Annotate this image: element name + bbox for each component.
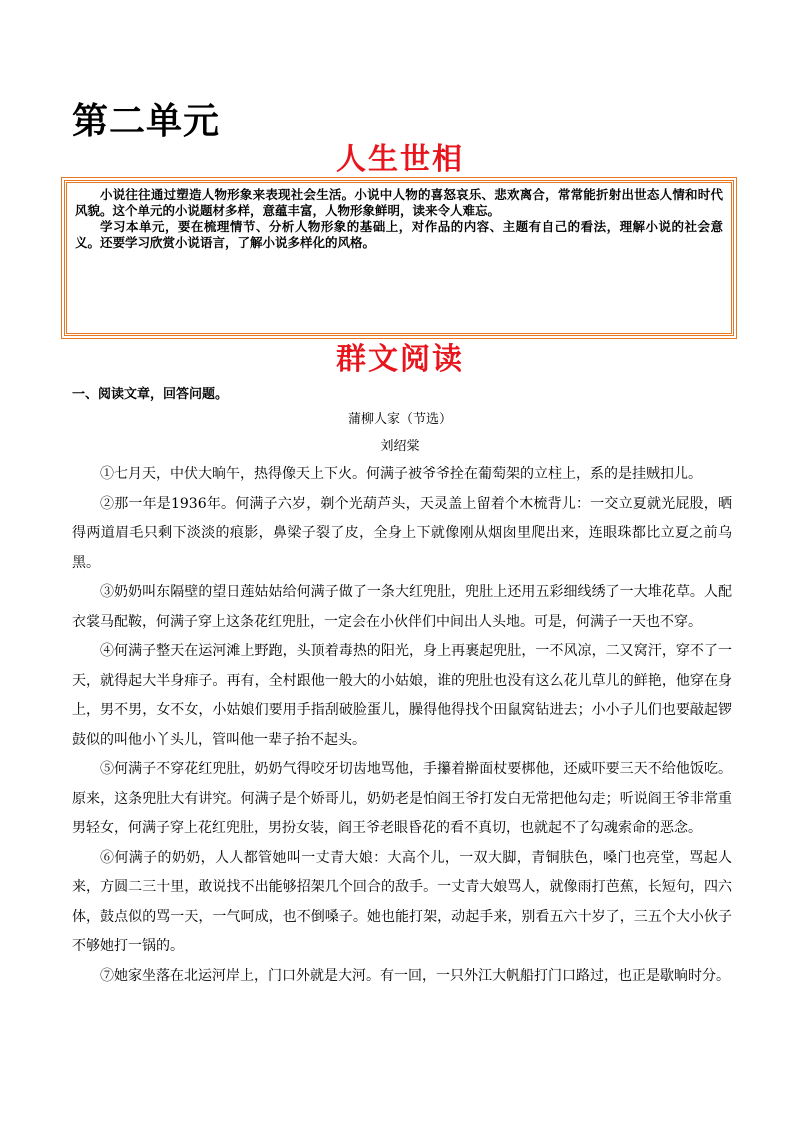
article-paragraph: ⑦她家坐落在北运河岸上，门口外就是大河。有一回，一只外江大帆船打门口路过，也正是歇晌时分。 — [100, 967, 730, 984]
article-paragraph: ④何满子整天在运河滩上野跑，头顶着毒热的阳光，身上再裹起兜肚，一不风凉，二又窝汗，穿不了一天，就得起大半身痱子。再有，全村跟他一般大的小姑娘，谁的兜肚也没有这么花儿草儿的鲜艳，他穿在身上，男不男，女不女，小姑娘们要用手指刮破脸蛋儿，臊得他得找个田鼠窝钻进去；小小子儿们也要敲起锣鼓似的叫他小丫头儿，管叫他一辈子抬不起头。 — [72, 643, 732, 748]
article-paragraph: ②那一年是1936年。何满子六岁，剃个光葫芦头，天灵盖上留着个木梳背儿：一交立夏就光屁股，晒得两道眉毛只剩下淡淡的痕影，鼻梁子裂了皮，全身上下就像刚从烟囱里爬出来，连眼珠都比立夏之前乌黑。 — [72, 495, 732, 571]
unit-title: 第二单元 — [72, 101, 221, 142]
section-heading: 群文阅读 — [336, 342, 464, 377]
theme-heading: 人生世相 — [336, 142, 464, 177]
article-paragraph: ⑤何满子不穿花红兜肚，奶奶气得咬牙切齿地骂他，手攥着擀面杖要梆他，还威吓要三天不给他饭吃。原来，这条兜肚大有讲究。何满子是个娇哥儿，奶奶老是怕阎王爷打发白无常把他勾走；听说阎王爷非常重男轻女，何满子穿上花红兜肚，男扮女装，阎王爷老眼昏花的看不真切，也就起不了勾魂索命的恶念。 — [72, 761, 732, 836]
article-author: 刘绍棠 — [380, 439, 420, 454]
intro-box — [64, 180, 734, 336]
article-title: 蒲柳人家（节选） — [347, 412, 452, 427]
article-paragraph: ⑥何满子的奶奶，人人都管她叫一丈青大娘：大高个儿，一双大脚，青铜肤色，嗓门也亮堂，骂起人来，方圆二三十里，敢说找不出能够招架几个回合的敌手。一丈青大娘骂人，就像雨打芭蕉，长短句，四六体，鼓点似的骂一天，一气呵成，也不倒嗓子。她也能打架，动起手来，别看五六十岁了，三五个大小伙子不够她打一锅的。 — [72, 849, 732, 954]
question-heading: 一、阅读文章，回答问题。 — [72, 387, 229, 402]
article-body — [72, 460, 732, 991]
article-paragraph: ③奶奶叫东隔壁的望日莲姑姑给何满子做了一条大红兜肚，兜肚上还用五彩细线绣了一大堆花草。人配衣裳马配鞍，何满子穿上这条花红兜肚，一定会在小伙伴们中间出人头地。可是，何满子一天也不穿。 — [72, 584, 732, 630]
article-paragraph: ①七月天，中伏大晌午，热得像天上下火。何满子被爷爷拴在葡萄架的立柱上，系的是挂贼扣儿。 — [100, 466, 702, 482]
intro-paragraph: 学习本单元，要在梳理情节、分析人物形象的基础上，对作品的内容、主题有自己的看法，理解小说的社会意义。还要学习欣赏小说语言，了解小说多样化的风格。 — [75, 219, 723, 250]
intro-paragraph: 小说往往通过塑造人物形象来表现社会生活。小说中人物的喜怒哀乐、悲欢离合，常常能折射出世态人情和时代风貌。这个单元的小说题材多样，意蕴丰富，人物形象鲜明，读来令人难忘。 — [75, 187, 723, 218]
